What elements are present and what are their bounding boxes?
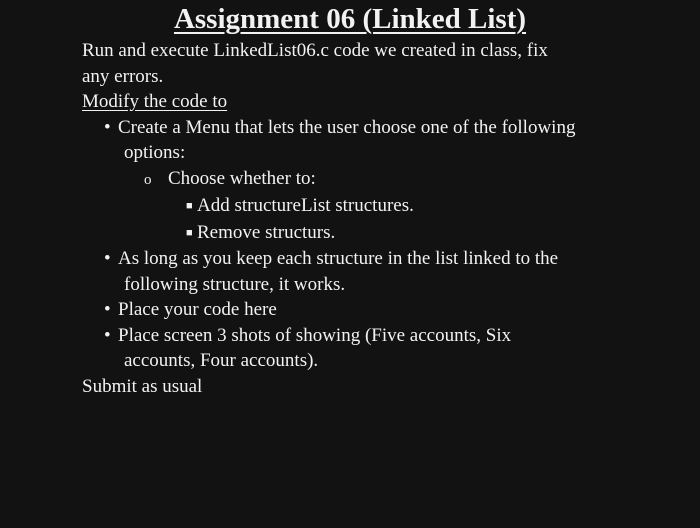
closing-line: Submit as usual xyxy=(82,375,203,397)
slide-body xyxy=(82,38,662,399)
sub-list-item-text: Choose whether to: xyxy=(168,167,316,189)
sub-sub-list-item-add xyxy=(82,193,662,220)
list-item-continuation: following structure, it works. xyxy=(124,273,346,295)
intro-line-2: any errors. xyxy=(82,65,164,87)
bullet-icon: • xyxy=(104,116,111,138)
list-item-screenshots xyxy=(82,323,662,349)
list-item-continuation: options: xyxy=(124,142,186,163)
modify-heading-text: Modify the code to xyxy=(82,91,228,112)
list-item-continuation: accounts, Four accounts). xyxy=(124,350,319,371)
bullet-icon: • xyxy=(104,248,111,269)
page-title: Assignment 06 (Linked List) xyxy=(173,3,527,35)
sub-sub-list-item-text: Add structureList structures. xyxy=(197,195,414,216)
sub-list-item xyxy=(82,166,662,194)
bullet-icon: • xyxy=(104,324,111,346)
list-item-text: Place screen 3 shots of showing (Five accounts, Six xyxy=(118,324,512,346)
modify-heading xyxy=(82,89,662,115)
sub-sub-list-item-remove xyxy=(82,220,662,247)
list-item-text: Place your code here xyxy=(118,299,277,320)
list-item-menu xyxy=(82,115,662,141)
bullet-icon: • xyxy=(104,299,111,320)
intro-line-1: Run and execute LinkedList06.c code we created in class, fix xyxy=(82,40,548,61)
list-item-text: Create a Menu that lets the user choose one of the following xyxy=(118,116,576,138)
square-bullet-icon: ■ xyxy=(186,226,193,239)
list-item-linked xyxy=(82,246,662,272)
circle-bullet-icon: o xyxy=(144,171,152,188)
square-bullet-icon: ■ xyxy=(186,200,193,212)
list-item-text: As long as you keep each structure in the list linked to the xyxy=(118,248,559,269)
sub-sub-list-item-text: Remove structurs. xyxy=(197,221,336,243)
list-item-code xyxy=(82,297,662,323)
